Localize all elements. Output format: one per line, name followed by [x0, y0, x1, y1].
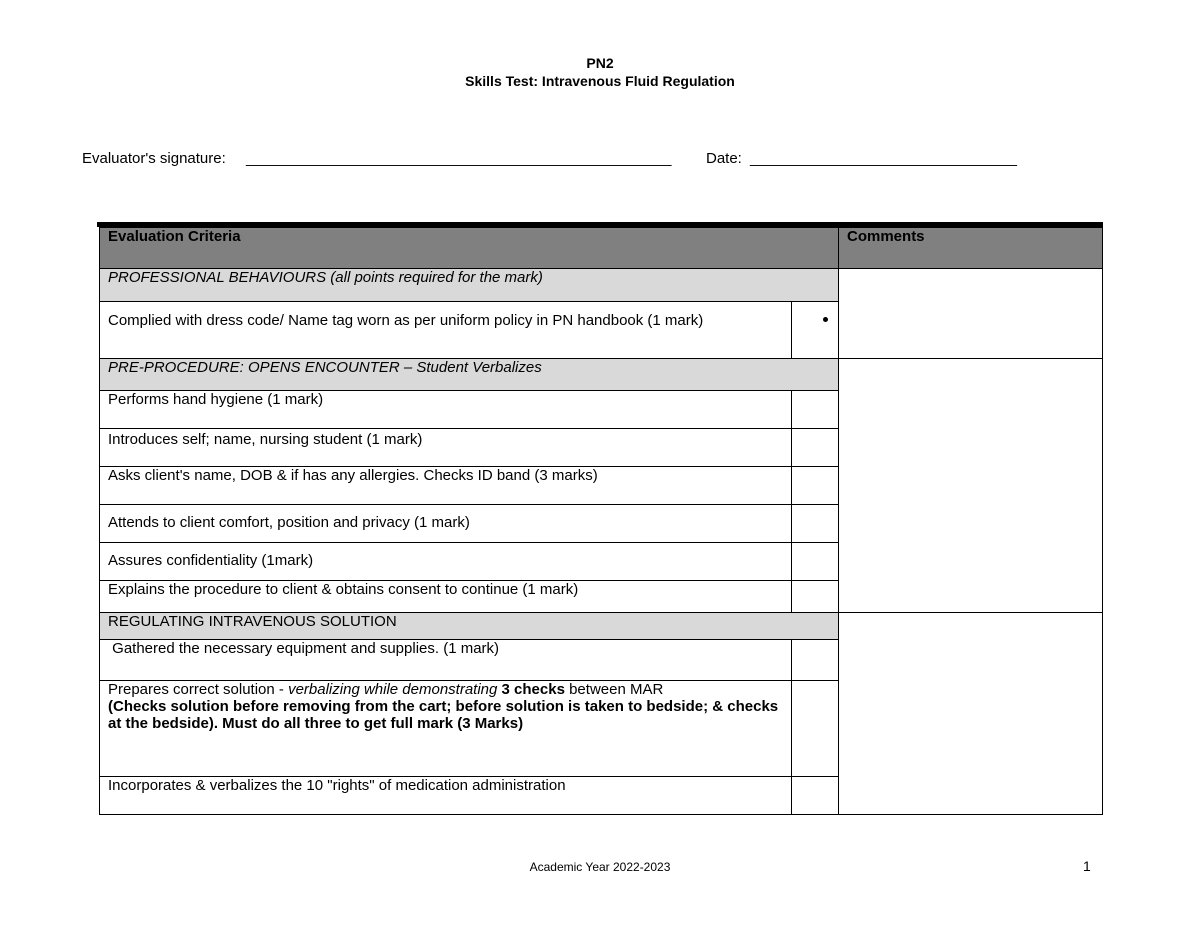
evaluation-table: [99, 227, 1103, 815]
criteria-row-client-comfort: Attends to client comfort, position and privacy (1 mark): [100, 505, 792, 543]
mark-cell-ten-rights[interactable]: [792, 777, 839, 815]
mark-cell-confidentiality[interactable]: [792, 543, 839, 581]
mark-cell-dress-code[interactable]: [792, 302, 839, 359]
document-title: Skills Test: Intravenous Fluid Regulation: [465, 73, 735, 89]
signature-label: Evaluator's signature:: [82, 150, 226, 167]
criteria-column-header: Evaluation Criteria: [100, 228, 839, 269]
mark-cell-client-comfort[interactable]: [792, 505, 839, 543]
criteria-row-prepare-solution: [100, 681, 792, 777]
prepare-solution-detail: (Checks solution before removing from the cart; before solution is taken to bedside; & checks at the bedside). Must do all three to get full mark (3 Marks): [108, 698, 779, 732]
document-code: PN2: [586, 55, 614, 71]
section-regulating-iv: REGULATING INTRAVENOUS SOLUTION: [100, 613, 839, 640]
comments-cell-professional[interactable]: [839, 269, 1103, 359]
date-label: Date:: [706, 150, 742, 167]
mark-cell-gather-equipment[interactable]: [792, 640, 839, 681]
criteria-row-gather-equipment: Gathered the necessary equipment and supplies. (1 mark): [100, 640, 792, 681]
criteria-row-ten-rights: Incorporates & verbalizes the 10 "rights" of medication administration: [100, 777, 792, 815]
signature-field[interactable]: ___________________________________________________: [246, 150, 672, 167]
section-professional-behaviours: PROFESSIONAL BEHAVIOURS (all points required for the mark): [100, 269, 839, 302]
mark-cell-prepare-solution[interactable]: [792, 681, 839, 777]
prepare-solution-italic: verbalizing while demonstrating: [288, 681, 498, 698]
mark-cell-hand-hygiene[interactable]: [792, 391, 839, 429]
prepare-solution-checks: 3 checks: [497, 681, 565, 698]
footer-academic-year: Academic Year 2022-2023: [529, 860, 671, 874]
criteria-row-client-id: Asks client's name, DOB & if has any allergies. Checks ID band (3 marks): [100, 467, 792, 505]
comments-cell-regulating-iv[interactable]: [839, 613, 1103, 815]
mark-cell-explains-procedure[interactable]: [792, 581, 839, 613]
comments-column-header: Comments: [839, 228, 1103, 269]
page-number: 1: [1083, 858, 1091, 874]
date-field[interactable]: ________________________________: [750, 150, 1017, 167]
mark-cell-introduces-self[interactable]: [792, 429, 839, 467]
mark-cell-client-id[interactable]: [792, 467, 839, 505]
prepare-solution-text: Prepares correct solution -: [108, 681, 289, 698]
criteria-row-dress-code: Complied with dress code/ Name tag worn as per uniform policy in PN handbook (1 mark): [100, 302, 792, 359]
criteria-row-introduces-self: Introduces self; name, nursing student (1 mark): [100, 429, 792, 467]
criteria-row-hand-hygiene: Performs hand hygiene (1 mark): [100, 391, 792, 429]
criteria-row-confidentiality: Assures confidentiality (1mark): [100, 543, 792, 581]
comments-cell-pre-procedure[interactable]: [839, 359, 1103, 613]
prepare-solution-mar: between MAR: [564, 681, 664, 698]
criteria-row-explains-procedure: Explains the procedure to client & obtains consent to continue (1 mark): [100, 581, 792, 613]
section-pre-procedure: PRE-PROCEDURE: OPENS ENCOUNTER – Student Verbalizes: [100, 359, 839, 391]
